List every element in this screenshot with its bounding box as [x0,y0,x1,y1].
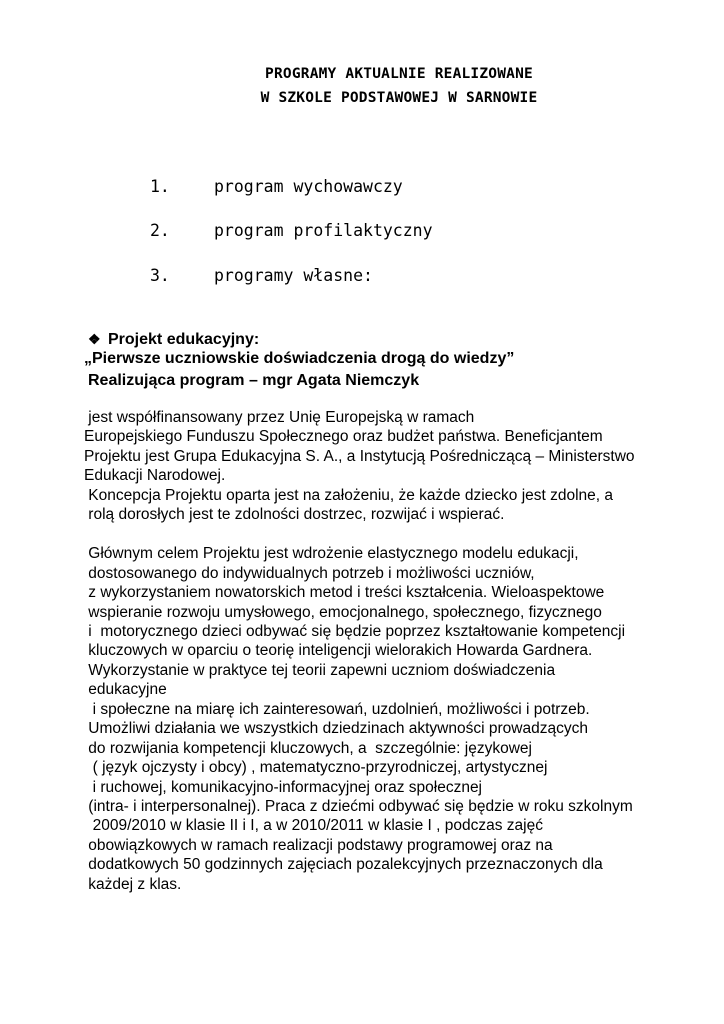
body-text-line: wspieranie rozwoju umysłowego, emocjonalnego, społecznego, fizycznego [84,603,602,621]
body-text-line: i motorycznego dzieci odbywać się będzie poprzez kształtowanie kompetencji [84,622,626,640]
document-title-line-2: W SZKOLE PODSTAWOWEJ W SARNOWIE [260,90,538,106]
body-text-line: dostosowanego do indywidualnych potrzeb i możliwości uczniów, [84,564,535,582]
list-number: 1. [150,177,170,196]
body-text-line: obowiązkowych w ramach realizacji podstawy programowej oraz na [84,836,553,854]
body-text-line: Edukacji Narodowej. [84,467,226,485]
body-text-line: i ruchowej, komunikacyjno-informacyjnej oraz społecznej [84,778,483,796]
body-text-line: Projektu jest Grupa Edukacyjna S. A., a Instytucją Pośredniczącą – Ministerstwo [84,447,635,465]
list-number: 3. [150,266,170,285]
project-name: „Pierwsze uczniowskie doświadczenia drogą do wiedzy” [84,350,515,367]
project-author: Realizująca program – mgr Agata Niemczyk [88,372,420,389]
document-title-line-1: PROGRAMY AKTUALNIE REALIZOWANE [265,66,533,82]
list-label: program profilaktyczny [214,221,433,240]
body-text-line: Umożliwi działania we wszystkich dziedzinach aktywności prowadzących [84,720,588,738]
body-text-line: Głównym celem Projektu jest wdrożenie elastycznego modelu edukacji, [84,545,579,563]
list-label: program wychowawczy [214,177,403,196]
body-text-line: dodatkowych 50 godzinnych zajęciach pozalekcyjnych przeznaczonych dla [84,856,603,874]
body-text-line: rolą dorosłych jest te zdolności dostrzec, rozwijać i wspierać. [84,506,505,524]
body-text-line: każdej z klas. [84,875,182,893]
body-text-line: Koncepcja Projektu oparta jest na założeniu, że każde dziecko jest zdolne, a [84,486,614,504]
body-text-line: ( język ojczysty i obcy) , matematyczno-przyrodniczej, artystycznej [84,759,548,777]
body-text-line: Europejskiego Funduszu Społecznego oraz budżet państwa. Beneficjantem [84,428,603,446]
body-text-line: z wykorzystaniem nowatorskich metod i treści kształcenia. Wieloaspektowe [84,584,605,602]
body-text-line: kluczowych w oparciu o teorię inteligencji wielorakich Howarda Gardnera. [84,642,593,660]
body-text-line: (intra- i interpersonalnej). Praca z dziećmi odbywać się będzie w roku szkolnym [84,798,633,815]
program-list-item [150,221,433,240]
body-text-line: edukacyjne [84,681,167,699]
body-text-line: jest współfinansowany przez Unię Europejską w ramach [84,409,475,426]
program-list-item [150,177,403,196]
body-text-line: i społeczne na miarę ich zainteresowań, uzdolnień, możliwości i potrzeb. [84,700,590,718]
list-label: programy własne: [214,266,373,285]
project-heading-label: Projekt edukacyjny: [108,331,260,348]
diamond-bullet-icon: ❖ [88,331,101,347]
body-text-line: 2009/2010 w klasie II i I, a w 2010/2011 w klasie I , podczas zajęć [84,817,543,835]
list-number: 2. [150,221,170,240]
body-text-line: do rozwijania kompetencji kluczowych, a szczególnie: językowej [84,739,532,757]
body-text-line: Wykorzystanie w praktyce tej teorii zapewni uczniom doświadczenia [84,661,556,679]
program-list-item [150,266,373,285]
project-heading [88,331,259,349]
